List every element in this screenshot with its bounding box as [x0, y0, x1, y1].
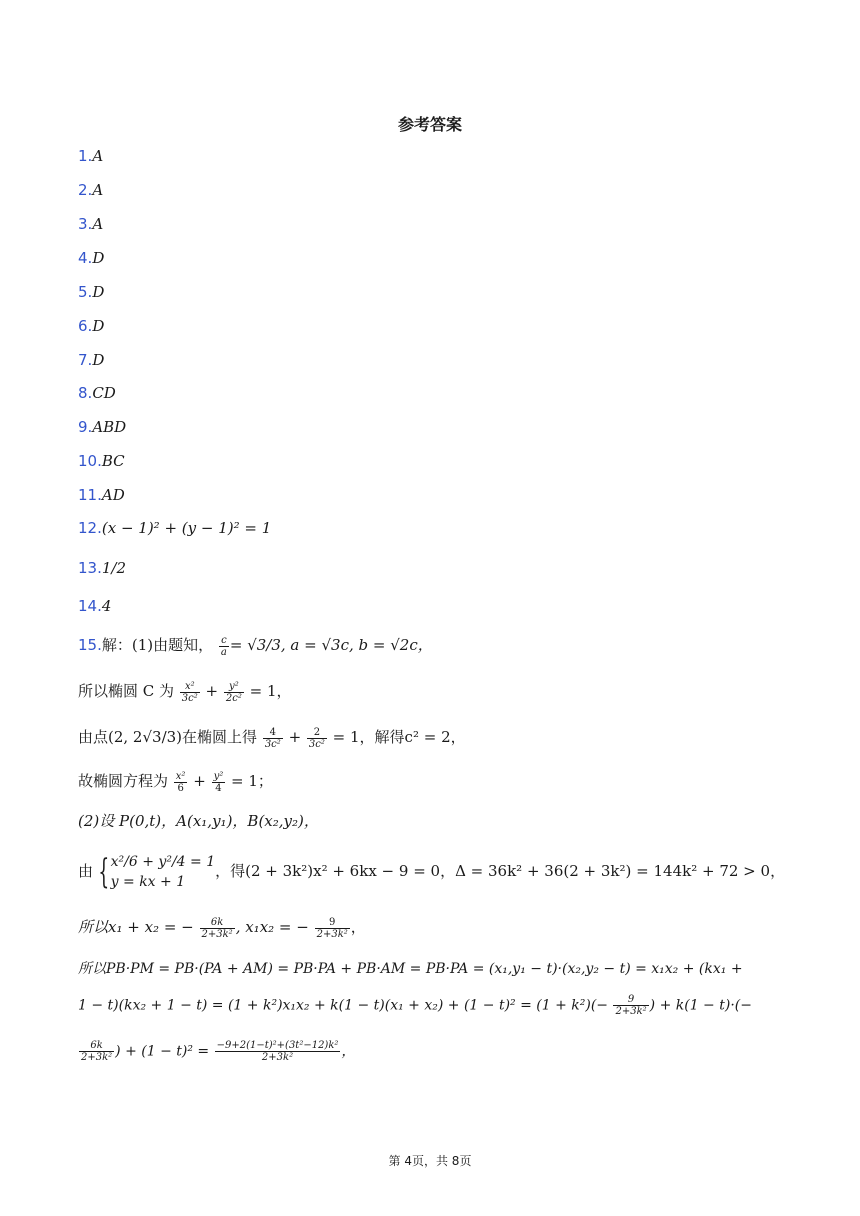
answer-item: 13.1/2: [78, 559, 126, 577]
solution-line: 所以椭圆 C 为 $\frac{\text{x²}}{\text{3c²}}$ + $\frac{\text{y²}}{\text{2c²}}$ = 1，: [78, 680, 292, 704]
answer-item: 3.A: [78, 215, 104, 233]
answer-item: 2.A: [78, 181, 104, 199]
solution-line: 所以x₁ + x₂ = − $\frac{6k}{\text{2+3k²}}$ , x₁x₂ = − $\frac{9}{\text{2+3k²}}$ ，: [78, 916, 366, 940]
answer-item: 10.BC: [78, 452, 125, 470]
answer-item: 8.CD: [78, 384, 116, 402]
solution-line: (2)设 P(0,t)，A(x₁,y₁)，B(x₂,y₂)，: [78, 812, 319, 830]
page-title: 参考答案: [397, 115, 462, 134]
answer-item: 5.D: [78, 283, 105, 301]
answer-item: 7.D: [78, 351, 105, 369]
solution-line: 由点(2, 2√3/3)在椭圆上得 $\frac{4}{\text{3c²}}$ + $\frac{2}{\text{3c²}}$ = 1，解得c² = 2，: [78, 726, 466, 750]
answer-item: 11.AD: [78, 486, 125, 504]
answer-item: 4.D: [78, 249, 105, 267]
answer-item: 9.ABD: [78, 418, 127, 436]
solution-line: 故椭圆方程为 $\frac{\text{x²}}{6}$ + $\frac{\text{y²}}{4}$ = 1；: [78, 770, 273, 794]
page-footer: 第 4页，共 8页: [388, 1154, 472, 1168]
answer-item: 14.4: [78, 597, 112, 615]
solution-line: 由 { x²/6 + y²/4 = 1 y = kx + 1 ，得(2 + 3k²)x² + 6kx − 9 = 0，Δ = 36k² + 36(2 + 3k²) = 144k² + 72 > 0，: [78, 852, 786, 892]
solution-line: 1 − t)(kx₂ + 1 − t) = (1 + k²)x₁x₂ + k(1 − t)(x₁ + x₂) + (1 − t)² = (1 + k²)(− $\frac{9}{\text{2+3k²}}$ ) + k(1 − t)·(−: [78, 994, 752, 1017]
answer-item: 1.A: [78, 147, 104, 165]
answer-item: 12.(x − 1)² + (y − 1)² = 1: [78, 519, 272, 537]
solution-line: 15.解：(1)由题知， $\frac{c}{a}$ = √3/3, a = √3c, b = √2c，: [78, 634, 433, 658]
solution-line: $\frac{6k}{\text{2+3k²}}$ ) + (1 − t)² = $\frac{\text{−9+2(1−t)²+(3t²−12)k²}}{\text{2+3k²}}$ ，: [81, 1040, 356, 1063]
answer-item: 6.D: [78, 317, 105, 335]
solution-line: 所以PB·PM = PB·(PA + AM) = PB·PA + PB·AM = PB·PA = (x₁,y₁ − t)·(x₂,y₂ − t) = x₁x₂ + (kx₁ +: [78, 961, 743, 977]
